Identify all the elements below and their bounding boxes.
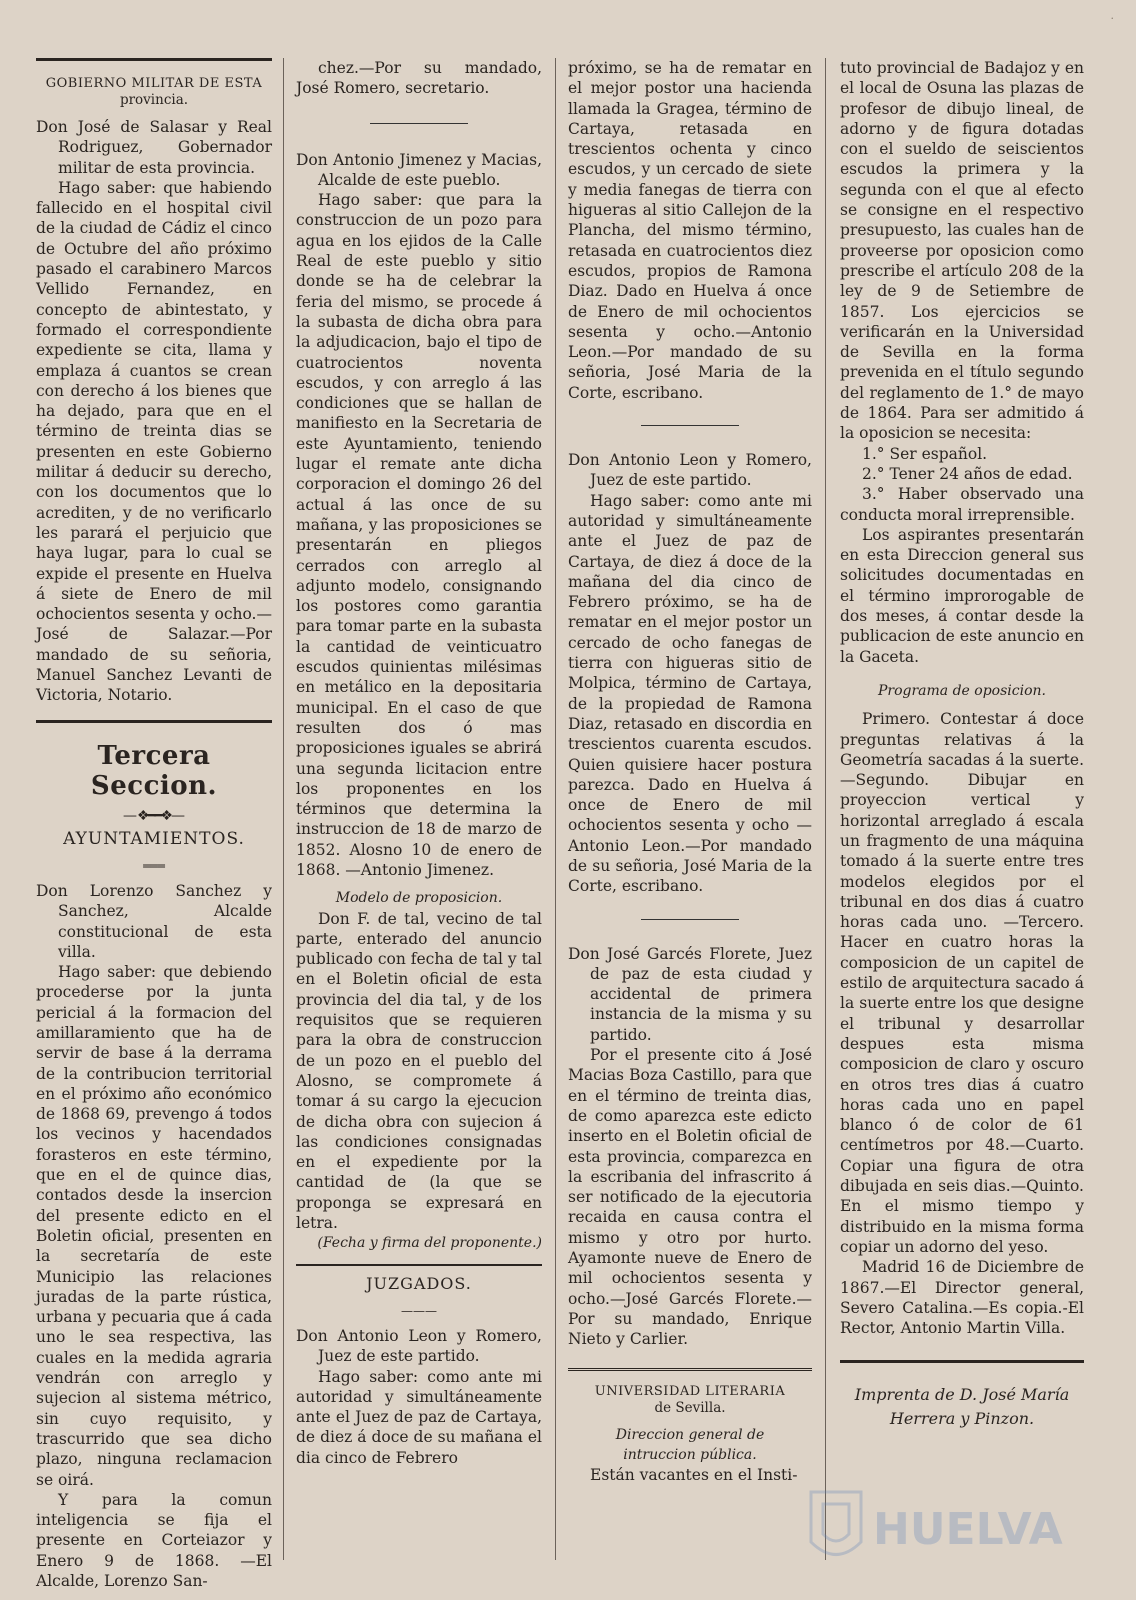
univ-title: UNIVERSIDAD LITERARIA: [594, 1383, 786, 1399]
programa-title: Programa de oposicion.: [877, 682, 1046, 699]
divider: [641, 425, 739, 426]
gobierno-heading: Don José de Salasar y Real Rodriguez, Gobernador militar de esta provincia.: [36, 118, 272, 177]
aspirantes-text: Los aspirantes presentarán en esta Direccion general sus solicitudes documentadas en el término improrogable de dos meses, á contar desde la publicacion de este anuncio en la Gaceta.: [840, 525, 1084, 666]
column-divider-1: [283, 58, 284, 1560]
juzgados-rule: [296, 1264, 542, 1266]
top-rule: [36, 58, 272, 61]
garces-edict: Por el presente cito á José Macias Boza Castillo, para que en el término de treinta dias, de como aparezca este edicto inserto en el Boletin oficial de esta provincia, comparezca en la escribania del infrascrito á ser notificado de la ejecutoria recaida en causa contra el mismo y otro por hurto. Ayamonte nueve de Enero de mil ochocientos sesenta y ocho.—José Garcés Florete.—Por su mandado, Enrique Nieto y Carlier.: [568, 1046, 812, 1349]
requirement-3: 3.° Haber observado una conducta moral irreprensible.: [840, 485, 1084, 524]
imprenta-rule: [840, 1360, 1084, 1363]
column-1: [36, 58, 272, 1590]
juzgados-short-divider: ———: [401, 1303, 437, 1318]
column-4: [840, 58, 1084, 1560]
col4-continuation: tuto provincial de Badajoz y en el local de Osuna las plazas de profesor de dibujo lineal, de adorno y de figura dotadas con el sueldo de seiscientos escudos la primera y la segunda con el que al efecto se consigne en el respectivo presupuesto, las cuales han de proveerse por oposicion como prescribe el artículo 208 de la ley de 9 de Setiembre de 1857. Los ejercicios se verificarán en la Universidad de Sevilla en la forma prevenida en el título segundo del reglamento de 1.° de mayo de 1864. Para ser admitido á la oposicion se necesita:: [840, 59, 1084, 443]
modelo-title: Modelo de proposicion.: [335, 890, 503, 907]
madrid-closing: Madrid 16 de Diciembre de 1867.—El Director general, Severo Catalina.—Es copia.-El Rector, Antonio Martin Villa.: [840, 1258, 1084, 1338]
divider: [370, 123, 468, 124]
gobierno-title: GOBIERNO MILITAR DE ESTA: [45, 76, 263, 91]
section-title: Tercera Seccion.: [90, 740, 218, 801]
divider: [641, 919, 739, 920]
logo-text: HUELVA: [873, 1504, 1063, 1555]
programa-text: Primero. Contestar á doce preguntas relativas á la Geometría sacadas á la suerte.—Segundo. Dibujar en proyeccion vertical y horizontal arreglado á escala un fragmento de una máquina tomado á la suerte entre tres modelos elegidos por el tribunal en dos dias á cuatro horas cada uno. —Tercero. Hacer en cuatro horas la composicion de un capitel de estilo de arquitectura sacado á la suerte entre los que designe el tribunal y desarrollar despues esta misma composicion de claro y oscuro en otros tres dias á cuatro horas cada uno en papel blanco ó de color de 61 centímetros por 48.—Cuarto. Copiar una figura de otra dibujada en seis dias.—Quinto. En el mismo tiempo y distribuido en la misma forma copiar un adorno del yeso.: [840, 710, 1084, 1256]
short-divider: ═══: [143, 858, 165, 873]
ayunt-edict: Hago saber: que debiendo procederse por la junta pericial á la formacion del amillaramiento que ha de servir de base á la derrama de la contribucion territorial en el próximo año económico de 1868 69, prevengo á todos los vecinos y hacendados forasteros en este término, que en el de quince dias, contados desde la insercion del presente edicto en el Boletin oficial, presenten en la secretaría de este Municipio las relaciones juradas de la parte rústica, urbana y pecuaria que á cada uno le sea respectiva, las cuales en la medida agraria vendrán con arreglo y sujecion al sistema métrico, sin cuyo requisito, y trascurrido que sea dicho plazo, ninguna reclamacion se oirá.: [36, 963, 272, 1489]
direccion-title: Direccion general de intruccion pública.: [615, 1426, 765, 1463]
gobierno-edict: Hago saber: que habiendo fallecido en el hospital civil de la ciudad de Cádiz el cinco de Octubre del año próximo pasado el carabinero Marcos Vellido Fernandez, en concepto de abintestato, y formado el correspondiente expediente se cita, llama y emplaza á cuantos se crean con derecho á los bienes que ha dejado, para que en el término de treinta dias se presenten en este Gobierno militar á deducir su derecho, con los documentos que lo acrediten, y de no verificarlo les parará el perjuicio que haya lugar, para lo cual se expide el presente en Huelva á siete de Enero de mil ochocientos sesenta y ocho.—José de Salazar.—Por mandado de su señoria, Manuel Sanchez Levanti de Victoria, Notario.: [36, 178, 272, 705]
imprenta: Imprenta de D. José María Herrera y Pinzon.: [854, 1385, 1070, 1429]
ayunt-heading: Don Lorenzo Sanchez y Sanchez, Alcalde constitucional de esta villa.: [36, 881, 272, 961]
column-2: [296, 58, 542, 1560]
leon-edict: Hago saber: como ante mi autoridad y simultáneamente ante el Juez de paz de Cartaya, de diez á doce de la mañana del dia cinco de Febrero próximo, se ha de rematar en el mejor postor un cercado de ocho fanegas de tierra con higueras sitio de Molpica, término de Cartaya, de la propiedad de Ramona Diaz, retasado en discordia en trescientos cuarenta escudos. Quien quisiere hacer postura parezca. Dado en Huelva á once de Enero de mil ochocientos sesenta y ocho —Antonio Leon.—Por mandado de su señoria, José Maria de la Corte, escribano.: [568, 491, 812, 896]
column-divider-3: [825, 58, 826, 1560]
alosno-edict: Hago saber: que para la construccion de un pozo para agua en los ejidos de la Calle Real de este pueblo y sitio donde se ha de celebrar la feria del mismo, se procede á la subasta de dicha obra para la adjudicacion, bajo el tipo de cuatrocientos noventa escudos, y con arreglo á las condiciones que se hallan de manifiesto en la Secretaria de este Ayuntamiento, teniendo lugar el remate ante dicha corporacion el domingo 26 del actual á las once de su mañana, y las proposiciones se presentarán en pliegos cerrados con arreglo al adjunto modelo, consignando los postores como garantia para tomar parte en la subasta la cantidad de veinticuatro escudos quinientas milésimas en metálico en la depositaria municipal. En el caso de que resulten dos ó mas proposiciones iguales se abrirá una segunda licitacion entre los proponentes en los términos que determina la instruccion de 18 de marzo de 1852. Alosno 10 de enero de 1868. —Antonio Jimenez.: [296, 191, 542, 879]
edge-mark: ·: [1110, 12, 1114, 25]
modelo-text: Don F. de tal, vecino de tal parte, enterado del anuncio publicado con fecha de tal y tal en el Boletin oficial de esta provincia del dia tal, y de los requisitos que se requieren para la obra de construccion de un pozo en el pueblo del Alosno, se compromete á tomar á su cargo la ejecucion de dicha obra con sujecion á las condiciones consignadas en el expediente por la cantidad de (la que se proponga se expresará en letra.: [296, 909, 542, 1233]
section-rule: [36, 720, 272, 723]
garces-heading: Don José Garcés Florete, Juez de paz de esta ciudad y accidental de primera instancia de la misma y su partido.: [568, 944, 812, 1044]
ayunt-closing: Y para la comun inteligencia se fija el presente en Corteiazor y Enero 9 de 1868. —El Alcalde, Lorenzo San-: [36, 1490, 272, 1590]
juzgados-title: JUZGADOS.: [366, 1273, 472, 1293]
col2-continuation: chez.—Por su mandado, José Romero, secretario.: [296, 59, 542, 98]
univ-rule: [568, 1368, 812, 1371]
univ-subtitle: de Sevilla.: [654, 1399, 726, 1416]
gobierno-subtitle: provincia.: [119, 92, 189, 108]
leon-heading: Don Antonio Leon y Romero, Juez de este partido.: [568, 451, 812, 490]
alosno-heading: Don Antonio Jimenez y Macias, Alcalde de este pueblo.: [296, 150, 542, 189]
column-divider-2: [555, 58, 556, 1560]
firma-line: (Fecha y firma del proponente.): [317, 1235, 542, 1252]
column-3: [568, 58, 812, 1560]
juzgado-heading: Don Antonio Leon y Romero, Juez de este partido.: [296, 1326, 542, 1366]
requirement-2: 2.° Tener 24 años de edad.: [862, 464, 1073, 483]
juzgado-edict: Hago saber: como ante mi autoridad y simultáneamente ante el Juez de paz de Cartaya, de diez á doce de su mañana el dia cinco de Febrero: [296, 1367, 542, 1467]
huelva-library-logo: [801, 1472, 1063, 1582]
requirement-1: 1.° Ser español.: [862, 444, 988, 463]
ayuntamientos-title: AYUNTAMIENTOS.: [63, 828, 245, 849]
ornament: —❖━━❖—: [123, 807, 185, 824]
col3-continuation: próximo, se ha de rematar en el mejor postor una hacienda llamada la Gragea, término de Cartaya, retasada en trescientos ochenta y cinco escudos, y un cercado de siete y media fanegas de tierra con higueras al sitio Callejon de la Plancha, del mismo término, retasada en cuatrocientos diez escudos, propios de Ramona Diaz. Dado en Huelva á once de Enero de mil ochocientos sesenta y ocho.—Antonio Leon.—Por mandado de su señoria, José Maria de la Corte, escribano.: [568, 59, 812, 402]
vacantes-text: Están vacantes en el Insti-: [590, 1466, 798, 1485]
